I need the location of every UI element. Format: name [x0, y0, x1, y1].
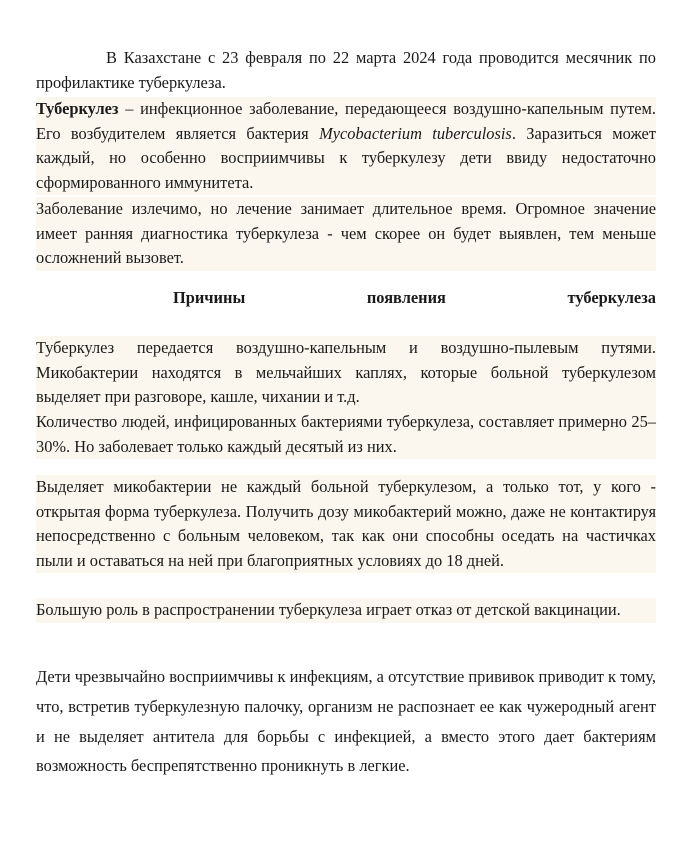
definition-text-a: – инфекционное заболевание, передающееся воздушно-капельным путем. Его возбудителем является бактерия: [36, 99, 656, 143]
section-heading: Причины появления туберкулеза: [173, 288, 656, 307]
treatment-paragraph: Заболевание излечимо, но лечение занимает длительное время. Огромное значение имеет ранняя диагностика туберкулеза - чем скорее он будет выявлен, тем меньше осложнений вызовет.: [36, 197, 656, 271]
definition-text-b: . Заразиться может каждый, но особенно восприимчивы к туберкулезу дети ввиду недостаточно сформированного иммунитета.: [36, 123, 656, 192]
definition-term: Туберкулез: [36, 99, 119, 118]
definition-paragraph: [36, 97, 656, 195]
intro-text: В Казахстане с 23 февраля по 22 марта 2024 года проводится месячник по профилактике туберкулеза.: [36, 48, 656, 92]
vaccination-paragraph: Большую роль в распространении туберкулеза играет отказ от детской вакцинации.: [36, 598, 656, 623]
definition-latin-name: Mycobacterium tuberculosis: [319, 123, 512, 143]
open-form-paragraph: Выделяет микобактерии не каждый больной туберкулезом, а только тот, у кого - открытая форма туберкулеза. Получить дозу микобактерий можно, даже не контактируя непосредственно с больным человеком, так как они способны оседать на частичках пыли и оставаться на ней при благоприятных условиях до 18 дней.: [36, 475, 656, 573]
intro-paragraph: [36, 46, 656, 95]
infection-stats-paragraph: Количество людей, инфицированных бактериями туберкулеза, составляет примерно 25–30%. Но заболевает только каждый десятый из них.: [36, 410, 656, 459]
children-paragraph: Дети чрезвычайно восприимчивы к инфекциям, а отсутствие прививок приводит к тому, что, встретив туберкулезную палочку, организм не распознает ее как чужеродный агент и не выделяет антитела для борьбы с инфекцией, а вместо этого дает бактериям возможность беспрепятственно проникнуть в легкие.: [36, 667, 656, 776]
causes-paragraph: Туберкулез передается воздушно-капельным и воздушно-пылевым путями. Микобактерии находятся в мельчайших каплях, которые больной туберкулезом выделяет при разговоре, кашле, чихании и т.д.: [36, 336, 656, 410]
